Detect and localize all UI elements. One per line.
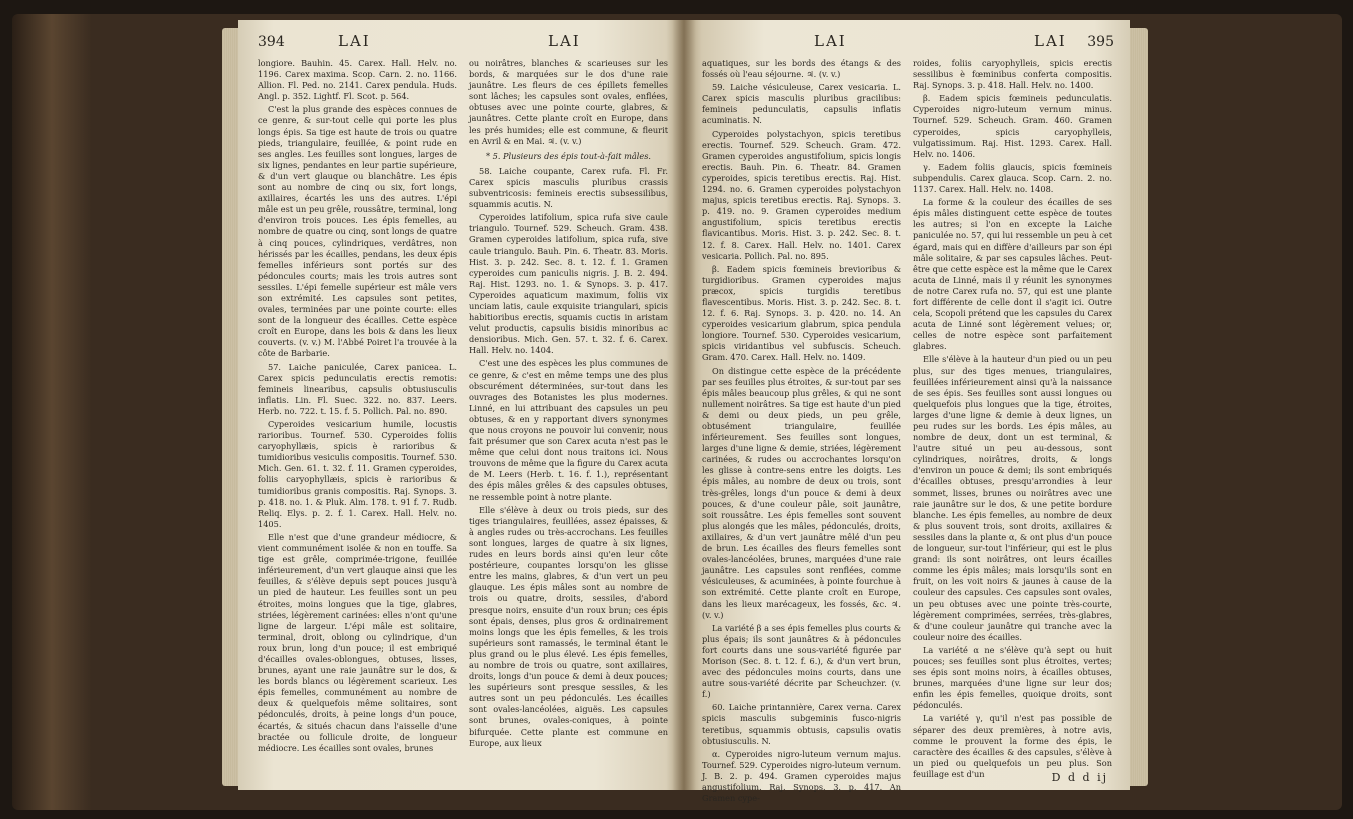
right-page-number: 395 — [1087, 34, 1114, 50]
paragraph: 57. Laiche paniculée, Carex panicea. L. Carex spicis pedunculatis erectis remotis: femineis linearibus, capsulis obtusiusculis inflatis. Lin. Fl. Suec. 322. no. 837. Leers. Herb. no. 722. t. 15. f. 5. Pollich. Pal. no. 890. — [258, 361, 457, 416]
paragraph: β. Eadem spicis fœmineis brevioribus & turgidioribus. Gramen cyperoides majus præcox, spicis turgidis teretibus flavescentibus. Moris. Hist. 3. p. 242. Sec. 8. t. 12. f. 6. Raj. Synops. 3. p. 420. no. 14. An cyperoides vesicarium glabrum, spica pendula longiore. Tournef. 530. Cyperoides vesicarium, spicis viridantibus vel subfuscis. Scheuch. Gram. 470. Carex. Hall. Helv. no. 1409. — [702, 263, 901, 363]
paragraph: Elle n'est que d'une grandeur médiocre, & vient communément isolée & non en touffe. Sa tige est grêle, comprimée-trigone, feuillée inférieurement, d'un vert glauque ainsi que les feuilles, & s'élève depuis sept pouces jusqu'à un pied de hauteur. Les feuilles sont un peu étroites, moins longues que la tige, glabres, striées, légèrement carinées: elles n'ont qu'une ligne de largeur. L'épi mâle est solitaire, terminal, droit, oblong ou cylindrique, d'un roux brun, long d'un pouce; il est embriqué d'écailles ovales-oblongues, obtuses, lisses, brunes, ayant une raie jaunâtre sur le dos, & les bords blancs ou légèrement scarieux. Les épis femelles, communément au nombre de deux & quelquefois même solitaires, sont pédonculés, droits, à peine longs d'un pouce, écartés, & situés chacun dans l'aisselle d'une bractée ou follicule droite, de longueur médiocre. Les écailles sont ovales, brunes — [258, 531, 457, 753]
right-header — [704, 32, 1114, 54]
paragraph: La forme & la couleur des écailles de ses épis mâles distinguent cette espèce de toutes les autres; si l'on en excepte la Laiche paniculée no. 57, qui lui ressemble un peu à cet égard, mais qui en diffère d'ailleurs par son épi mâle solitaire, & par ses capsules lâches. Peut-être que cette espèce est la même que le Carex acuta de Linné, mais il y réunit les synonymes de notre Carex rufa no. 57, qui est une plante fort différente de celle dont il s'agit ici. Outre cela, Scopoli prétend que les capsules du Carex acuta de Linné sont légèrement velues; or, celles de notre espèce sont parfaitement glabres. — [913, 197, 1112, 352]
left-header — [258, 32, 668, 54]
left-column-1 — [258, 58, 457, 784]
paragraph: La variété α ne s'élève qu'à sept ou huit pouces; ses feuilles sont plus étroites, vertes; ses épis sont moins noirs, à écailles obtuses, brunes, marquées d'une ligne sur leur dos; enfin les épis femelles, quoique droits, sont pédonculés. — [913, 644, 1112, 711]
paragraph: longiore. Bauhin. 45. Carex. Hall. Helv. no. 1196. Carex maxima. Scop. Carn. 2. no. 1166. Allion. Fl. Ped. no. 2141. Carex pendula. Huds. Angl. p. 352. Lightf. Fl. Scot. p. 564. — [258, 58, 457, 102]
paragraph: La variété γ, qu'il n'est pas possible de séparer des deux premières, à notre avis, comme le prouvent la forme des épis, le caractère des écailles & des capsules, s'élève à un pied ou quelquefois un peu plus. Son feuillage est d'un — [913, 713, 1112, 779]
section-heading: * 5. Plusieurs des épis tout-à-fait mâles. — [485, 150, 652, 161]
paragraph: α. Cyperoides nigro-luteum vernum majus. Tournef. 529. Cyperoides nigro-luteum vernum. J. B. 2. p. 494. Gramen cyperoides majus angustifolium. Raj. Synops. 3. p. 417. An Gramen cype- — [702, 748, 901, 804]
paragraph: La variété β a ses épis femelles plus courts & plus épais; ils sont jaunâtres & à pédoncules fort courts dans une sous-variété figurée par Morison (Sec. 8. t. 12. f. 6.), & d'un vert brun, avec des pédoncules moins courts, dans une autre sous-variété décrite par Scheuchzer. (v. f.) — [702, 622, 901, 700]
right-column-2 — [913, 58, 1112, 784]
left-page-number: 394 — [258, 34, 285, 50]
paragraph: ou noirâtres, blanches & scarieuses sur les bords, & marquées sur le dos d'une raie jaunâtre. Les fleurs de ces épillets femelles sont lâches; les capsules sont ovales, enflées, obtuses avec une pointe courte, glabres, & jaunâtres. Cette plante croît en Europe, dans les prés humides; elle est commune, & fleurit en Avril & en Mai. ♃. (v. v.) — [469, 58, 668, 146]
left-running-head-2: LAI — [548, 32, 581, 50]
right-page — [684, 20, 1130, 804]
left-columns — [258, 58, 668, 784]
paragraph: β. Eadem spicis fœmineis pedunculatis. Cyperoides nigro-luteum vernum minus. Tournef. 529. Scheuch. Gram. 460. Gramen cyperoides, spicis caryophylleis, vulgatissimum. Raj. Hist. 1293. Carex. Hall. Helv. no. 1406. — [913, 93, 1112, 159]
left-page — [238, 20, 684, 790]
paragraph: C'est une des espèces les plus communes de ce genre, & c'est en même temps une des plus obscurément déterminées, sur-tout dans les ouvrages des Botanistes les plus modernes. Linné, en lui attribuant des capsules un peu obtuses, & en y rapportant divers synonymes que nous croyons ne pouvoir lui convenir, nous fait présumer que son Carex acuta n'est pas le même que celui dont nous traitons ici. Nous trouvons de même que la figure du Carex acuta de M. Leers (Herb. t. 16. f. 1.), représentant des épis mâles grêles & des capsules obtuses, ne ressemble point à notre plante. — [469, 358, 668, 502]
paragraph: roides, foliis caryophylleis, spicis erectis sessilibus è fœminibus conferta compositis. Raj. Synops. 3. p. 418. Hall. Helv. no. 1400. — [913, 58, 1112, 91]
paragraph: On distingue cette espèce de la précédente par ses feuilles plus étroites, & sur-tout par ses épis mâles beaucoup plus grêles, & qui ne sont nullement noirâtres. Sa tige est haute d'un pied & demi ou deux pieds, un peu grêle, obtusément triangulaire, feuillée inférieurement. Ses feuilles sont longues, larges d'une ligne & demie, striées, légèrement carinées, & rudes ou accrochantes lorsqu'on les glisse à contre-sens entre les doigts. Les épis mâles, au nombre de deux ou trois, sont très-grêles, longs d'un pouce & demi à deux pouces, & d'une couleur pâle, soit jaunâtre, soit roussâtre. Les épis femelles sont souvent plus alongés que les mâles, pédonculés, droits, axillaires, & d'un vert jaunâtre mêlé d'un peu de brun. Les écailles des fleurs femelles sont ovales-lancéolées, brunes, marquées d'une raie jaunâtre. Les capsules sont renflées, comme vésiculeuses, & acuminées, à pointe fourchue à son extrémité. Cette plante croît en Europe, dans les lieux marécageux, les fossés, &c. ♃. (v. v.) — [702, 365, 901, 620]
right-columns — [702, 58, 1112, 804]
paragraph: Cyperoides polystachyon, spicis teretibus erectis. Tournef. 529. Scheuch. Gram. 472. Gramen cyperoides angustifolium, spicis longis erectis. Bauh. Pin. 6. Theatr. 84. Gramen cyperoides, spicis teretibus erectis. Raj. Hist. 1294. no. 6. Gramen cyperoides polystachyon majus, spicis teretibus erectis. Raj. Synops. 3. p. 419. no. 9. Gramen cyperoides medium angustifolium, spicis teretibus erectis flavicantibus. Moris. Hist. 3. p. 242. Sec. 8. t. 12. f. 8. Carex. Hall. Helv. no. 1401. Carex vesicaria. Pollich. Pal. no. 895. — [702, 128, 901, 261]
left-column-2 — [469, 58, 668, 784]
paragraph: Cyperoides latifolium, spica rufa sive caule triangulo. Tournef. 529. Scheuch. Gram. 438. Gramen cyperoides latifolium, spica rufa, sive caule triangulo. Bauh. Pin. 6. Theatr. 83. Moris. Hist. 3. p. 242. Sec. 8. t. 12. f. 1. Gramen cyperoides cum paniculis nigris. J. B. 2. 494. Raj. Hist. 1293. no. 1. & Synops. 3. p. 417. Cyperoides aquaticum maximum, foliis vix unciam latis, caule exquisite triangulari, spicis habitioribus erectis, squamis cuctis in aristam velut productis, capsulis bisidis minoribus ac densioribus. Mich. Gen. 57. t. 32. f. 6. Carex. Hall. Helv. no. 1404. — [469, 212, 668, 356]
right-column-1 — [702, 58, 901, 804]
paragraph: Elle s'élève à deux ou trois pieds, sur des tiges triangulaires, feuillées, assez épaisses, & à angles rudes ou très-accrochans. Les feuilles sont longues, larges de quatre à six lignes, rudes en leurs bords ainsi qu'en leur côte postérieure, coupantes lorsqu'on les glisse entre les mains, glabres, & d'un vert un peu glauque. Les épis mâles sont au nombre de trois ou quatre, droits, sessiles, d'abord presque noirs, ensuite d'un roux brun; ces épis sont épais, denses, plus gros & ordinairement moins longs que les épis femelles, & les trois supérieurs sont ramassés, le terminal étant le plus grand ou le plus élevé. Les épis femelles, au nombre de trois ou quatre, sont axillaires, droits, longs d'un pouce & demi à deux pouces; les supérieurs sont presque sessiles, & les autres sont un peu pédonculés. Les écailles sont ovales-lancéolées, aiguës. Les capsules sont brunes, ovales-coniques, à pointe bifurquée. Cette plante est commune en Europe, aux lieux — [469, 504, 668, 748]
paragraph: Cyperoides vesicarium humile, locustis rarioribus. Tournef. 530. Cyperoides foliis caryophyllæis, spicis è rarioribus & tumidioribus vesiculis compositis. Tournef. 530. Mich. Gen. 61. t. 32. f. 11. Gramen cyperoides, foliis caryophyllæis, spicis è rarioribus & tumidioribus granis compositis. Raj. Synops. 3. p. 418. no. 1. & Pluk. Alm. 178. t. 91 f. 7. Rudb. Reliq. Elys. p. 2. f. 1. Carex. Hall. Helv. no. 1405. — [258, 419, 457, 529]
paragraph: C'est la plus grande des espèces connues de ce genre, & sur-tout celle qui porte les plus longs épis. Sa tige est haute de trois ou quatre pieds, triangulaire, feuillée, & point rude en ses angles. Les feuilles sont longues, larges de six lignes, pendantes en leur partie supérieure, & d'un vert glauque ou blanchâtre. Les épis sont au nombre de cinq ou six, fort longs, axillaires, écartés les uns des autres. L'épi mâle est un peu grêle, roussâtre, terminal, long d'environ trois pouces. Les épis femelles, au nombre de quatre ou cinq, sont longs de quatre à cinq pouces, cylindriques, verdâtres, non hérissés par les écailles, pendans, les deux épis femelles inférieurs sont portés sur des pédoncules courts; mais les trois autres sont sessiles. L'épi femelle supérieur est mâle vers son extrémité. Les capsules sont petites, ovales, terminées par une pointe courte: elles sont de la longueur des écailles. Cette espèce croît en Europe, dans les bois & dans les lieux couverts. (v. v.) M. l'Abbé Poiret l'a trouvée à la côte de Barbarie. — [258, 104, 457, 359]
paragraph: Elle s'élève à la hauteur d'un pied ou un peu plus, sur des tiges menues, triangulaires, feuillées inférieurement ainsi qu'à la naissance de ses épis. Ses feuilles sont aussi longues ou quelquefois plus longues que la tige, étroites, larges d'une ligne & demie à deux lignes, un peu rudes sur les bords. Les épis mâles, au nombre de deux, dont un est terminal, & l'autre situé un peu au-dessous, sont cylindriques, noirâtres, droits, & longs d'environ un pouce & demi; ils sont embriqués d'écailles obtuses, presqu'arrondies à leur sommet, lisses, brunes ou noirâtres avec une raie jaunâtre sur le dos, & une petite bordure blanche. Les épis femelles, au nombre de deux & plus souvent trois, sont droits, axillaires & sessiles dans la plante α, & ont plus d'un pouce de longueur, sur-tout l'inférieur, qui est le plus grand: ils sont noirâtres, ont leurs écailles comme les épis mâles; mais lorsqu'ils sont en fruit, on les voit noirs & jaunes à cause de la couleur des capsules. Ces capsules sont ovales, un peu obtuses avec une pointe très-courte, légèrement comprimées, serrées, très-glabres, & d'une couleur jaunâtre qui tranche avec la couleur noire des écailles. — [913, 354, 1112, 642]
right-page-edges — [1130, 28, 1148, 786]
signature-mark: D d d ij — [1051, 771, 1108, 784]
left-running-head-1: LAI — [338, 32, 371, 50]
right-running-head-1: LAI — [814, 32, 847, 50]
paragraph: aquatiques, sur les bords des étangs & des fossés où l'eau séjourne. ♃. (v. v.) — [702, 58, 901, 80]
paragraph: 58. Laiche coupante, Carex rufa. Fl. Fr. Carex spicis masculis pluribus crassis subventricosis: femineis erectis subsessilibus, squammis acutis. N. — [469, 165, 668, 210]
paragraph: 60. Laiche printannière, Carex verna. Carex spicis masculis subgeminis fusco-nigris teretibus, squammis obtusis, capsulis ovatis obtusiusculis. N. — [702, 702, 901, 746]
paragraph: γ. Eadem foliis glaucis, spicis fœmineis subpendulis. Carex glauca. Scop. Carn. 2. no. 1137. Carex. Hall. Helv. no. 1408. — [913, 161, 1112, 195]
paragraph: 59. Laiche vésiculeuse, Carex vesicaria. L. Carex spicis masculis pluribus gracilibus: femineis pedunculatis, capsulis inflatis acuminatis. N. — [702, 82, 901, 126]
right-running-head-2: LAI — [1034, 32, 1067, 50]
